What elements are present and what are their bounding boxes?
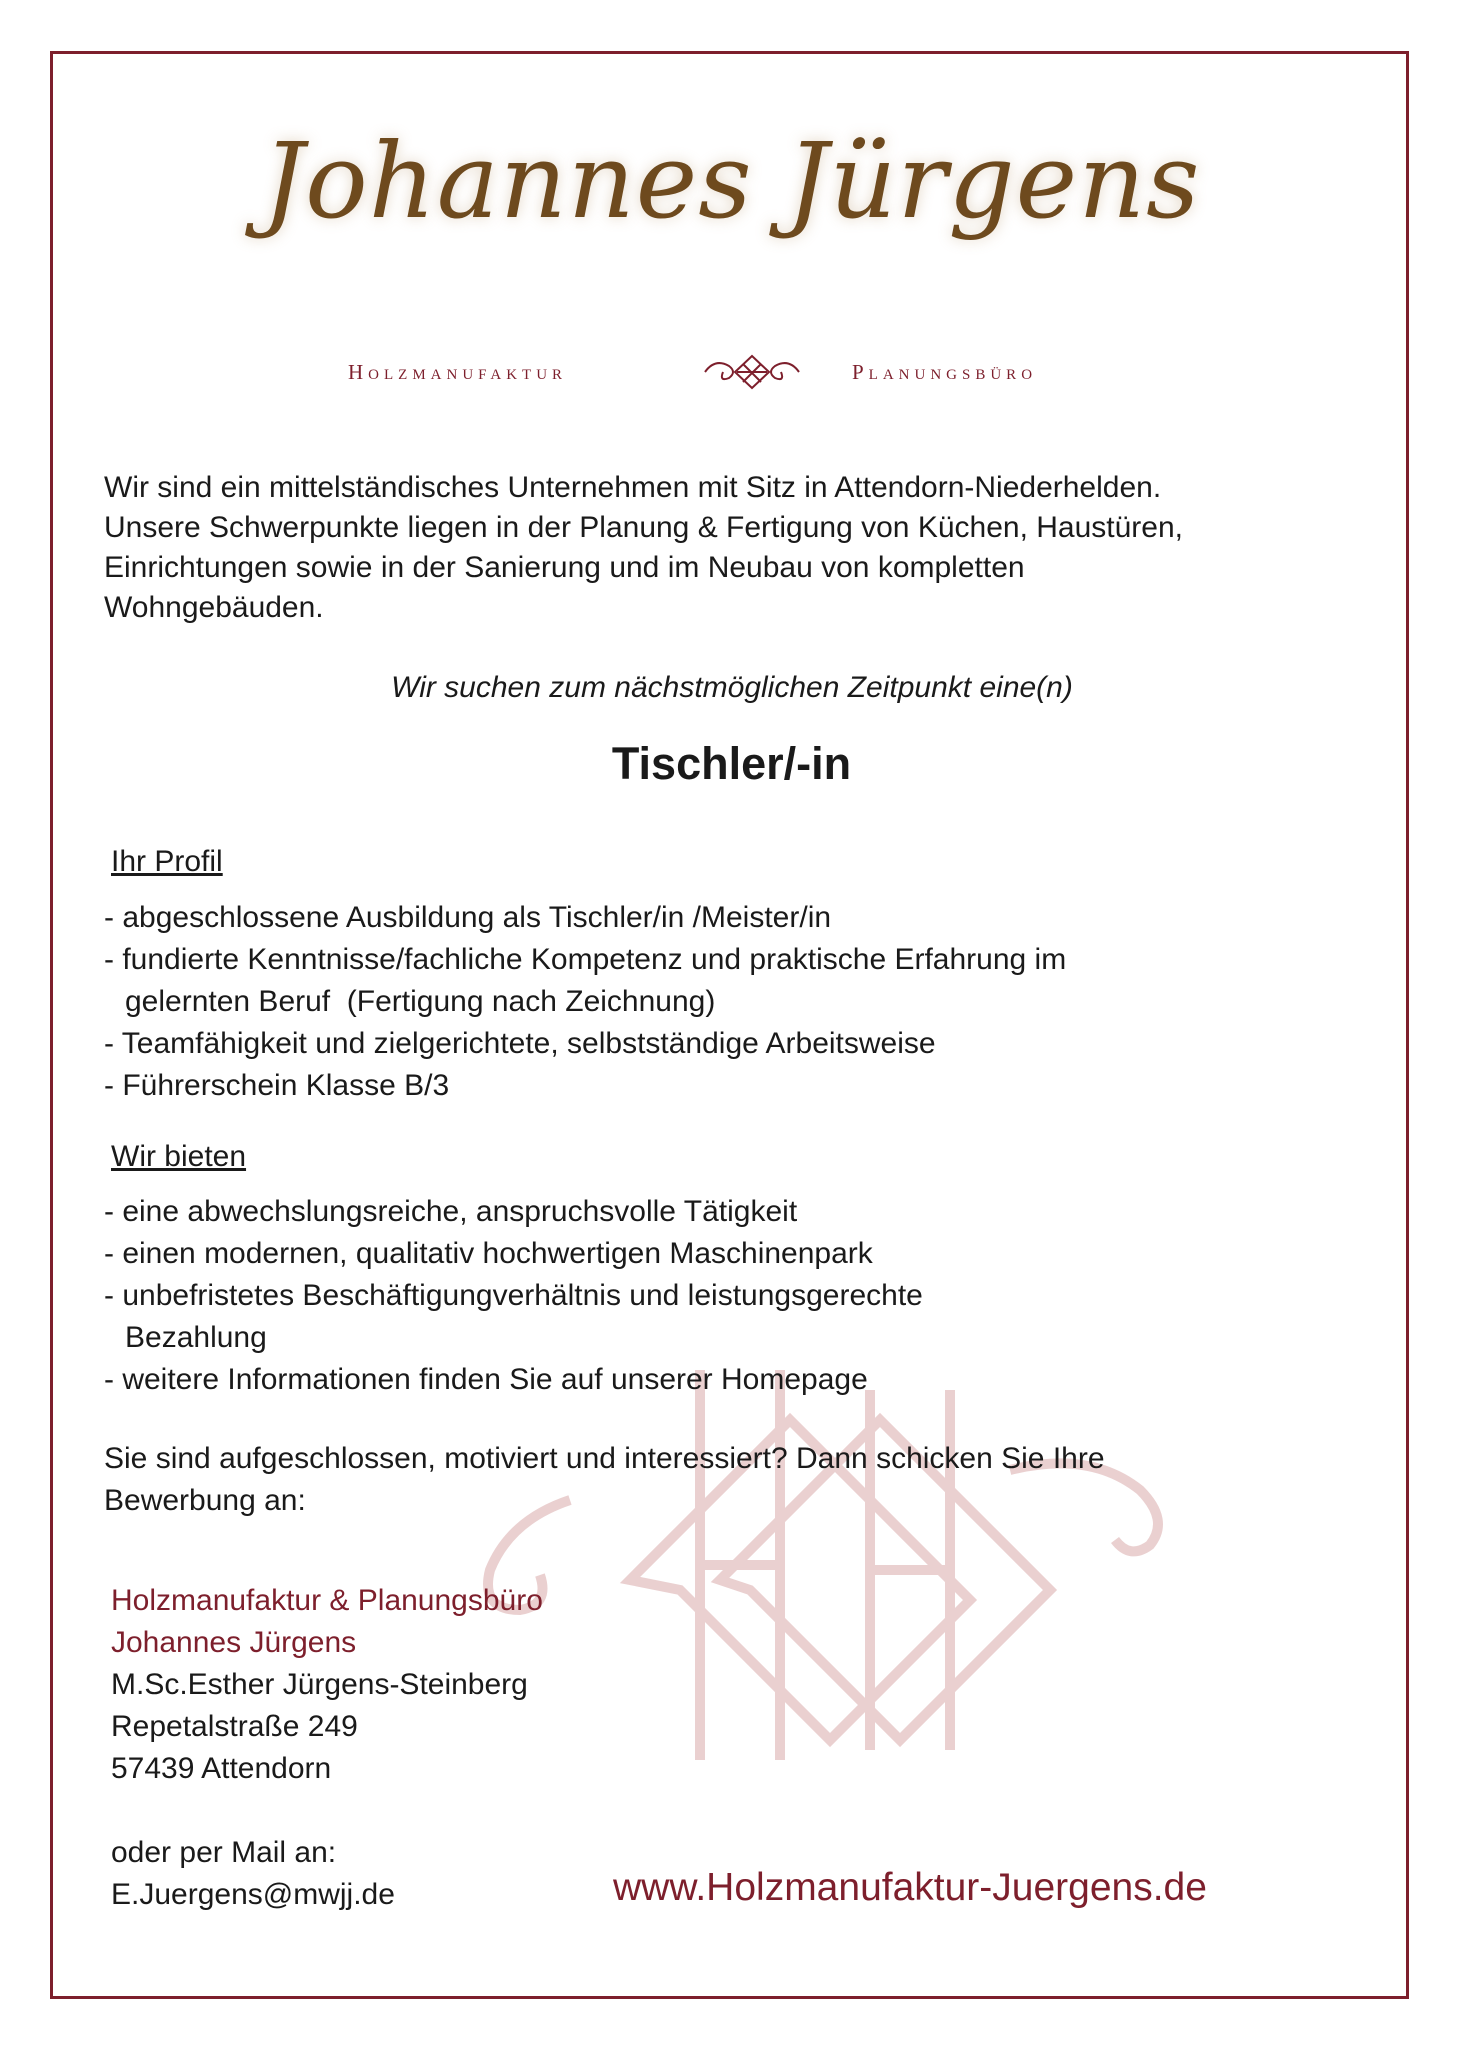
list-item: - Führerschein Klasse B/3 (104, 1069, 450, 1102)
logo-subline-left: Holzmanufaktur (348, 360, 568, 384)
offer-list (104, 1191, 1304, 1401)
list-item: - einen modernen, qualitativ hochwertigen Maschinenpark (104, 1237, 873, 1270)
address-company: Holzmanufaktur & Planungsbüro (111, 1584, 543, 1617)
email-address: E.Juergens@mwjj.de (111, 1878, 395, 1911)
job-title: Tischler/-in (611, 738, 852, 789)
list-item: - fundierte Kenntnisse/fachliche Kompetenz und praktische Erfahrung im gelernten Beruf (Fertigung nach Zeichnung) (104, 943, 1067, 1018)
mail-block (111, 1832, 395, 1916)
postal-address (111, 1580, 543, 1790)
profile-heading: Ihr Profil (111, 845, 223, 878)
profile-list (104, 897, 1304, 1107)
logo-subline (0, 352, 1463, 392)
logo-wordmark: Johannes Jürgens (262, 120, 1201, 242)
list-item: - abgeschlossene Ausbildung als Tischler/in /Meister/in (104, 901, 832, 934)
website-url: www.Holzmanufaktur-Juergens.de (613, 1866, 1207, 1909)
address-street: Repetalstraße 249 (111, 1710, 358, 1743)
mail-label: oder per Mail an: (111, 1836, 337, 1869)
list-item: - weitere Informationen finden Sie auf unserer Homepage (104, 1363, 868, 1396)
lead-sentence: Wir suchen zum nächstmöglichen Zeitpunkt eine(n) (391, 671, 1073, 704)
address-contact: M.Sc.Esther Jürgens-Steinberg (111, 1668, 528, 1701)
list-item: - Teamfähigkeit und zielgerichtete, selbstständige Arbeitsweise (104, 1027, 936, 1060)
list-item: - unbefristetes Beschäftigungverhältnis und leistungsgerechte Bezahlung (104, 1279, 923, 1354)
list-item: - eine abwechslungsreiche, anspruchsvolle Tätigkeit (104, 1195, 798, 1228)
address-owner: Johannes Jürgens (111, 1626, 357, 1659)
address-city: 57439 Attendorn (111, 1752, 332, 1785)
closing-text: Sie sind aufgeschlossen, motiviert und interessiert? Dann schicken Sie Ihre Bewerbung an: (104, 1442, 1105, 1517)
offer-heading: Wir bieten (111, 1140, 247, 1173)
ornament-knot-icon (697, 352, 807, 392)
logo-subline-right: Planungsbüro (852, 360, 1038, 384)
company-intro: Wir sind ein mittelständisches Unternehmen mit Sitz in Attendorn-Niederhelden. Unsere Schwerpunkte liegen in der Planung & Fertigung von Küchen, Haustüren, Einrichtungen sowie in der Sanierung und im Neubau von kompletten Wohngebäuden. (104, 471, 1183, 624)
